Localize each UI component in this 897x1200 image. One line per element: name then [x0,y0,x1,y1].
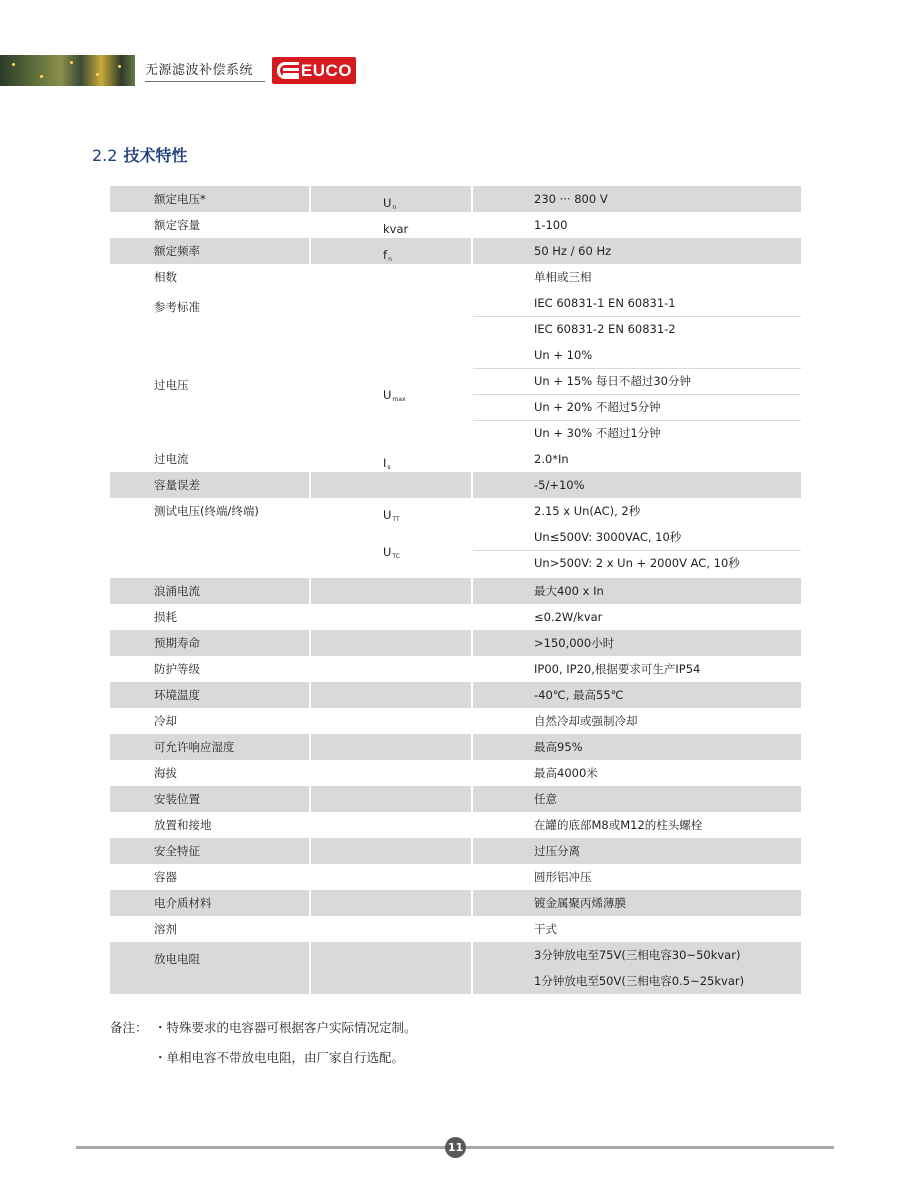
column-divider [471,212,473,238]
header-underline [145,81,265,82]
param-label: 过电压 [154,378,189,392]
symbol-cell [310,838,472,864]
param-cell [110,760,310,786]
param-label: 溶剂 [154,922,177,936]
value-divider [472,368,801,369]
symbol-cell [310,472,472,498]
param-cell [110,604,310,630]
param-label: 放电电阻 [154,952,200,966]
column-divider [309,342,311,446]
symbol-main: U [383,508,392,522]
section-number: 2.2 [92,146,118,165]
param-label: 安全特征 [154,844,200,858]
value-cell [472,916,801,942]
column-divider [471,656,473,682]
symbol-main: kvar [383,222,409,236]
value-cell [472,656,801,682]
column-divider [309,524,311,578]
table-row [110,186,801,212]
value-cell [472,734,801,760]
param-cell [110,264,310,290]
value-label: 最高4000米 [534,766,598,780]
value-label: >150,000小时 [534,636,615,650]
symbol-label [383,798,384,811]
symbol-label [383,484,384,497]
column-divider [309,498,311,524]
value-divider [472,420,801,421]
value-cell [472,760,801,786]
value-label: -5/+10% [534,478,585,492]
param-cell [110,446,310,472]
value-label: Un + 20% 不超过5分钟 [534,400,661,414]
section-title [92,143,187,166]
param-label: 放置和接地 [154,818,212,832]
param-label: 额定容量 [154,218,200,232]
param-cell [110,186,310,212]
symbol-main: U [383,388,392,402]
param-label: 防护等级 [154,662,200,676]
table-row [110,472,801,498]
column-divider [309,786,311,812]
value-cell [472,786,801,812]
symbol-cell [310,446,472,472]
symbol-label [383,668,384,681]
param-label: 参考标准 [154,300,200,314]
column-divider [471,734,473,760]
table-row [110,498,801,524]
column-divider [309,446,311,472]
value-label: 50 Hz / 60 Hz [534,244,612,258]
column-divider [471,290,473,342]
table-row [110,734,801,760]
param-cell [110,656,310,682]
table-row [110,838,801,864]
table-row [110,446,801,472]
value-label: 最高95% [534,740,583,754]
param-label: 电介质材料 [154,896,212,910]
value-cell [472,630,801,656]
symbol-cell [310,708,472,734]
column-divider [471,864,473,890]
header-title: 无源滤波补偿系统 [145,63,254,78]
value-label: 最大400 x In [534,584,604,598]
table-row [110,942,801,994]
value-label: 2.0*In [534,452,569,466]
table-row [110,212,801,238]
column-divider [471,630,473,656]
table-row [110,890,801,916]
value-cell [472,682,801,708]
param-label: 额定电压* [154,192,206,206]
param-label: 过电流 [154,452,189,466]
column-divider [309,186,311,212]
symbol-label [383,876,384,889]
column-divider [309,890,311,916]
table-row [110,916,801,942]
symbol-cell [310,656,472,682]
value-divider [472,968,801,969]
symbol-label [383,928,384,941]
page-number: 11 [445,1137,466,1158]
param-label: 可允许响应湿度 [154,740,235,754]
symbol-cell [310,812,472,838]
symbol-label [383,250,392,263]
note-line-1: ・特殊要求的电容器可根据客户实际情况定制。 [154,1020,417,1035]
value-label: Un + 10% [534,348,593,362]
value-label: 230 ··· 800 V [534,192,608,206]
column-divider [471,812,473,838]
param-cell [110,630,310,656]
column-divider [471,524,473,578]
param-cell [110,290,310,342]
param-cell [110,342,310,446]
param-cell [110,786,310,812]
symbol-subscript: s [387,464,391,471]
value-cell [472,864,801,890]
value-label: 自然冷却或强制冷却 [534,714,638,728]
param-label: 额定频率 [154,244,200,258]
value-cell [472,838,801,864]
symbol-main: I [383,456,387,470]
logo-mark-icon [277,62,299,79]
value-cell [472,472,801,498]
symbol-cell [310,264,472,290]
table-row [110,264,801,290]
column-divider [309,656,311,682]
value-cell [472,708,801,734]
table-row [110,864,801,890]
symbol-cell [310,342,472,446]
column-divider [471,916,473,942]
value-label: 单相或三相 [534,270,592,284]
value-label: 镀金属聚丙烯薄膜 [534,896,626,910]
symbol-cell [310,212,472,238]
symbol-label [383,547,400,560]
column-divider [471,942,473,994]
symbol-cell [310,890,472,916]
symbol-subscript: n [388,256,392,263]
column-divider [309,760,311,786]
value-cell [472,812,801,838]
symbol-cell [310,760,472,786]
value-label: Un + 15% 每日不超过30分钟 [534,374,692,388]
symbol-label [383,824,384,837]
param-cell [110,498,310,524]
value-cell [472,446,801,472]
param-cell [110,864,310,890]
param-cell [110,682,310,708]
column-divider [471,604,473,630]
brand-logo [272,57,356,84]
param-cell [110,238,310,264]
symbol-cell [310,186,472,212]
table-row [110,760,801,786]
param-label: 预期寿命 [154,636,200,650]
value-label: 在罐的底部M8或M12的柱头螺栓 [534,818,703,832]
value-cell [472,498,801,524]
note-line-2: ・单相电容不带放电电阻，由厂家自行选配。 [154,1050,405,1065]
value-label: 圆形铝冲压 [534,870,592,884]
value-label: -40℃, 最高55℃ [534,688,624,702]
param-label: 测试电压(终端/终端) [154,504,259,518]
symbol-cell [310,578,472,604]
logo-text: EUCO [300,60,352,80]
value-cell [472,186,801,212]
value-label: IEC 60831-2 EN 60831-2 [534,322,676,336]
symbol-label [383,694,384,707]
symbol-label [383,642,384,655]
symbol-cell [310,238,472,264]
column-divider [471,786,473,812]
value-label: 干式 [534,922,557,936]
value-label: ≤0.2W/kvar [534,610,603,624]
value-label: Un + 30% 不超过1分钟 [534,426,661,440]
column-divider [309,290,311,342]
param-label: 浪涌电流 [154,584,200,598]
symbol-label [383,312,384,325]
column-divider [471,498,473,524]
column-divider [471,238,473,264]
value-cell [472,264,801,290]
symbol-cell [310,630,472,656]
column-divider [471,342,473,446]
value-cell [472,604,801,630]
value-cell [472,578,801,604]
symbol-main: U [383,545,392,559]
param-label: 环境温度 [154,688,200,702]
table-row [110,342,801,446]
value-cell [472,942,801,994]
value-divider [472,316,801,317]
symbol-subscript: TT [392,516,400,523]
symbol-cell [310,864,472,890]
symbol-label [383,390,406,403]
symbol-cell [310,734,472,760]
symbol-label [383,590,384,603]
symbol-cell [310,682,472,708]
column-divider [309,212,311,238]
table-row [110,630,801,656]
column-divider [309,630,311,656]
value-label: Un≤500V: 3000VAC, 10秒 [534,530,682,544]
value-cell [472,524,801,578]
symbol-cell [310,916,472,942]
param-cell [110,708,310,734]
column-divider [471,264,473,290]
param-label: 损耗 [154,610,177,624]
column-divider [471,446,473,472]
param-cell [110,916,310,942]
value-cell [472,238,801,264]
value-divider [472,550,801,551]
value-label: 3分钟放电至75V(三相电容30~50kvar) [534,948,741,962]
column-divider [309,864,311,890]
symbol-cell [310,942,472,994]
column-divider [309,578,311,604]
param-cell [110,890,310,916]
param-cell [110,812,310,838]
notes-label: 备注： [110,1020,148,1035]
column-divider [309,682,311,708]
column-divider [309,942,311,994]
symbol-cell [310,524,472,578]
table-row [110,238,801,264]
column-divider [309,916,311,942]
symbol-label [383,720,384,733]
table-row [110,524,801,578]
symbol-label [383,902,384,915]
value-label: IP00, IP20,根据要求可生产IP54 [534,662,701,676]
symbol-main: f [383,248,388,262]
value-label: IEC 60831-1 EN 60831-1 [534,296,676,310]
param-cell [110,524,310,578]
value-label: Un>500V: 2 x Un + 2000V AC, 10秒 [534,556,740,570]
column-divider [471,838,473,864]
column-divider [309,734,311,760]
column-divider [309,838,311,864]
symbol-label [383,746,384,759]
param-label: 海拔 [154,766,177,780]
param-cell [110,578,310,604]
column-divider [309,604,311,630]
value-label: 2.15 x Un(AC), 2秒 [534,504,641,518]
table-row [110,656,801,682]
symbol-cell [310,604,472,630]
column-divider [471,708,473,734]
spec-table [110,186,801,994]
value-label: 1分钟放电至50V(三相电容0.5~25kvar) [534,974,745,988]
value-cell [472,290,801,342]
symbol-label [383,510,400,523]
column-divider [471,578,473,604]
value-cell [472,212,801,238]
table-row [110,812,801,838]
column-divider [309,264,311,290]
symbol-cell [310,290,472,342]
value-label: 1-100 [534,218,568,232]
symbol-subscript: n [392,204,397,211]
column-divider [309,812,311,838]
column-divider [471,890,473,916]
symbol-cell [310,786,472,812]
column-divider [471,682,473,708]
value-cell [472,342,801,446]
symbol-subscript: max [392,396,406,403]
param-label: 安装位置 [154,792,200,806]
symbol-label [383,224,409,237]
symbol-label [383,198,396,211]
value-cell [472,890,801,916]
param-label: 相数 [154,270,177,284]
column-divider [309,472,311,498]
symbol-label [383,276,384,289]
section-heading: 技术特性 [123,146,188,165]
value-label: 过压分离 [534,844,580,858]
param-cell [110,942,310,994]
value-label: 任意 [534,792,557,806]
param-cell [110,212,310,238]
column-divider [309,238,311,264]
param-label: 冷却 [154,714,177,728]
symbol-label [383,458,391,471]
symbol-label [383,772,384,785]
symbol-label [383,964,384,977]
column-divider [471,186,473,212]
param-cell [110,838,310,864]
column-divider [309,708,311,734]
table-row [110,290,801,342]
table-row [110,786,801,812]
column-divider [471,472,473,498]
header-photo [0,55,135,86]
param-cell [110,472,310,498]
table-row [110,682,801,708]
table-row [110,578,801,604]
symbol-cell [310,498,472,524]
column-divider [471,760,473,786]
value-divider [472,394,801,395]
table-row [110,708,801,734]
symbol-main: U [383,196,392,210]
table-row [110,604,801,630]
symbol-subscript: TC [392,553,400,560]
symbol-label [383,850,384,863]
param-label: 容器 [154,870,177,884]
param-cell [110,734,310,760]
param-label: 容量误差 [154,478,200,492]
symbol-label [383,616,384,629]
